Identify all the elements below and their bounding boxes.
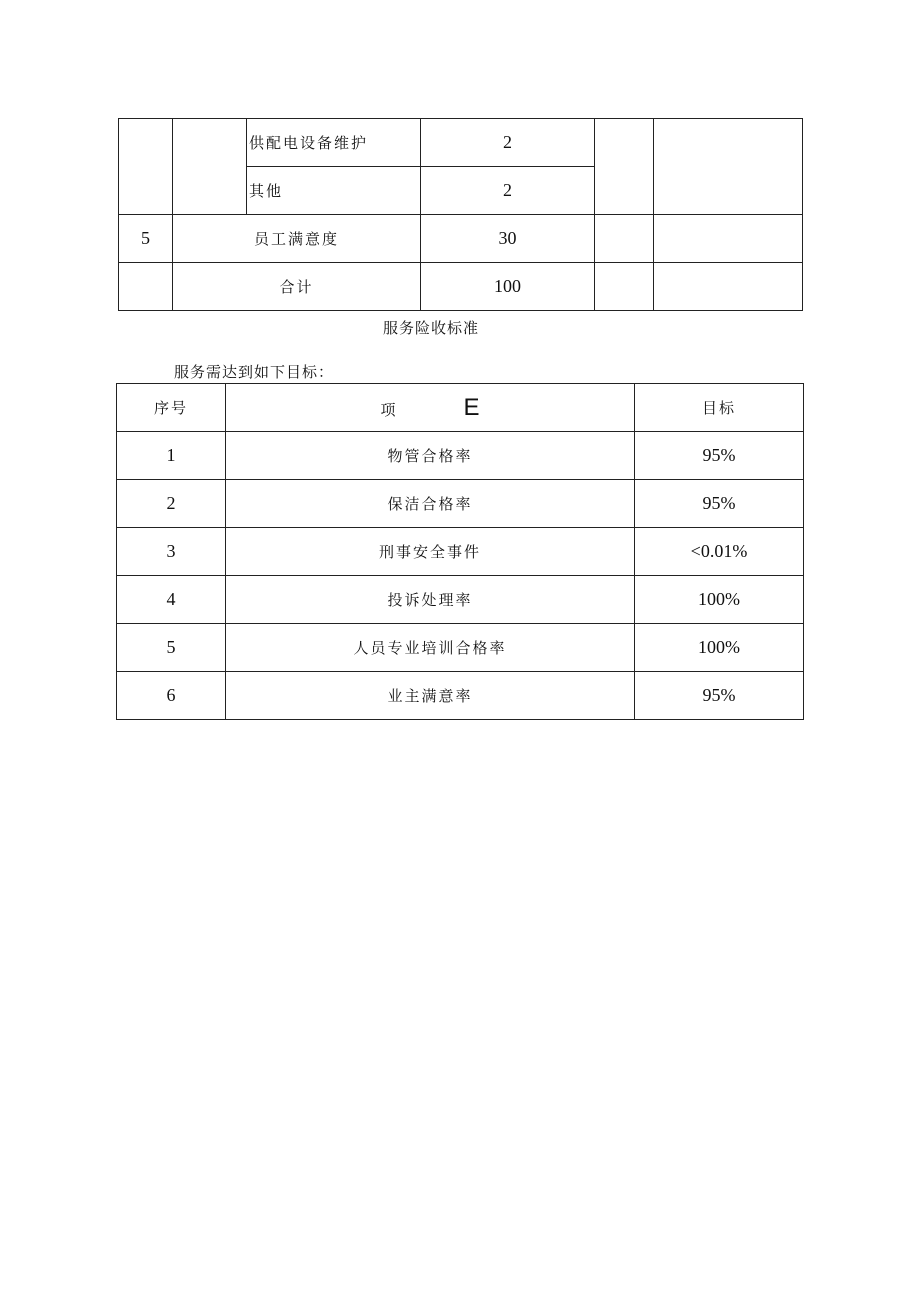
header-item-label: 项 <box>380 400 398 419</box>
table-cell <box>595 263 654 311</box>
table-cell <box>119 119 173 215</box>
table-row <box>117 672 804 720</box>
index-cell: 1 <box>117 432 226 480</box>
table-cell <box>595 119 654 215</box>
target-cell: 100% <box>635 576 804 624</box>
target-cell: 95% <box>635 672 804 720</box>
score-cell: 30 <box>421 215 595 263</box>
service-target-table <box>116 383 804 720</box>
item-cell: 物管合格率 <box>226 432 635 480</box>
table-row <box>119 263 803 311</box>
table-row <box>119 119 803 167</box>
index-cell: 4 <box>117 576 226 624</box>
index-cell: 5 <box>119 215 173 263</box>
scoring-table <box>118 118 803 311</box>
table-cell <box>173 119 247 215</box>
target-cell: 95% <box>635 480 804 528</box>
item-cell: 投诉处理率 <box>226 576 635 624</box>
table-row <box>117 480 804 528</box>
header-target: 目标 <box>635 384 804 432</box>
item-cell: 保洁合格率 <box>226 480 635 528</box>
table-cell <box>654 263 803 311</box>
table-cell <box>654 215 803 263</box>
score-cell: 2 <box>421 167 595 215</box>
table-cell <box>119 263 173 311</box>
index-cell: 6 <box>117 672 226 720</box>
item-cell: 员工满意度 <box>173 215 421 263</box>
index-cell: 5 <box>117 624 226 672</box>
item-cell: 人员专业培训合格率 <box>226 624 635 672</box>
score-cell: 2 <box>421 119 595 167</box>
item-cell: 业主满意率 <box>226 672 635 720</box>
table-row <box>117 576 804 624</box>
target-cell: 100% <box>635 624 804 672</box>
table-row <box>117 432 804 480</box>
goal-intro-text: 服务需达到如下目标： <box>174 363 335 381</box>
item-cell: 供配电设备维护 <box>247 119 421 167</box>
total-label-cell: 合计 <box>173 263 421 311</box>
table-cell <box>595 215 654 263</box>
total-score-cell: 100 <box>421 263 595 311</box>
table-row <box>119 215 803 263</box>
table-header-row <box>117 384 804 432</box>
header-item-glyph: E <box>463 393 480 421</box>
index-cell: 3 <box>117 528 226 576</box>
table-row <box>117 624 804 672</box>
table-row <box>117 528 804 576</box>
item-cell: 刑事安全事件 <box>226 528 635 576</box>
table-cell <box>654 119 803 215</box>
target-cell: 95% <box>635 432 804 480</box>
target-cell: <0.01% <box>635 528 804 576</box>
item-cell: 其他 <box>247 167 421 215</box>
table-caption: 服务险收标准 <box>383 319 480 337</box>
header-item <box>226 384 635 432</box>
index-cell: 2 <box>117 480 226 528</box>
header-index: 序号 <box>117 384 226 432</box>
